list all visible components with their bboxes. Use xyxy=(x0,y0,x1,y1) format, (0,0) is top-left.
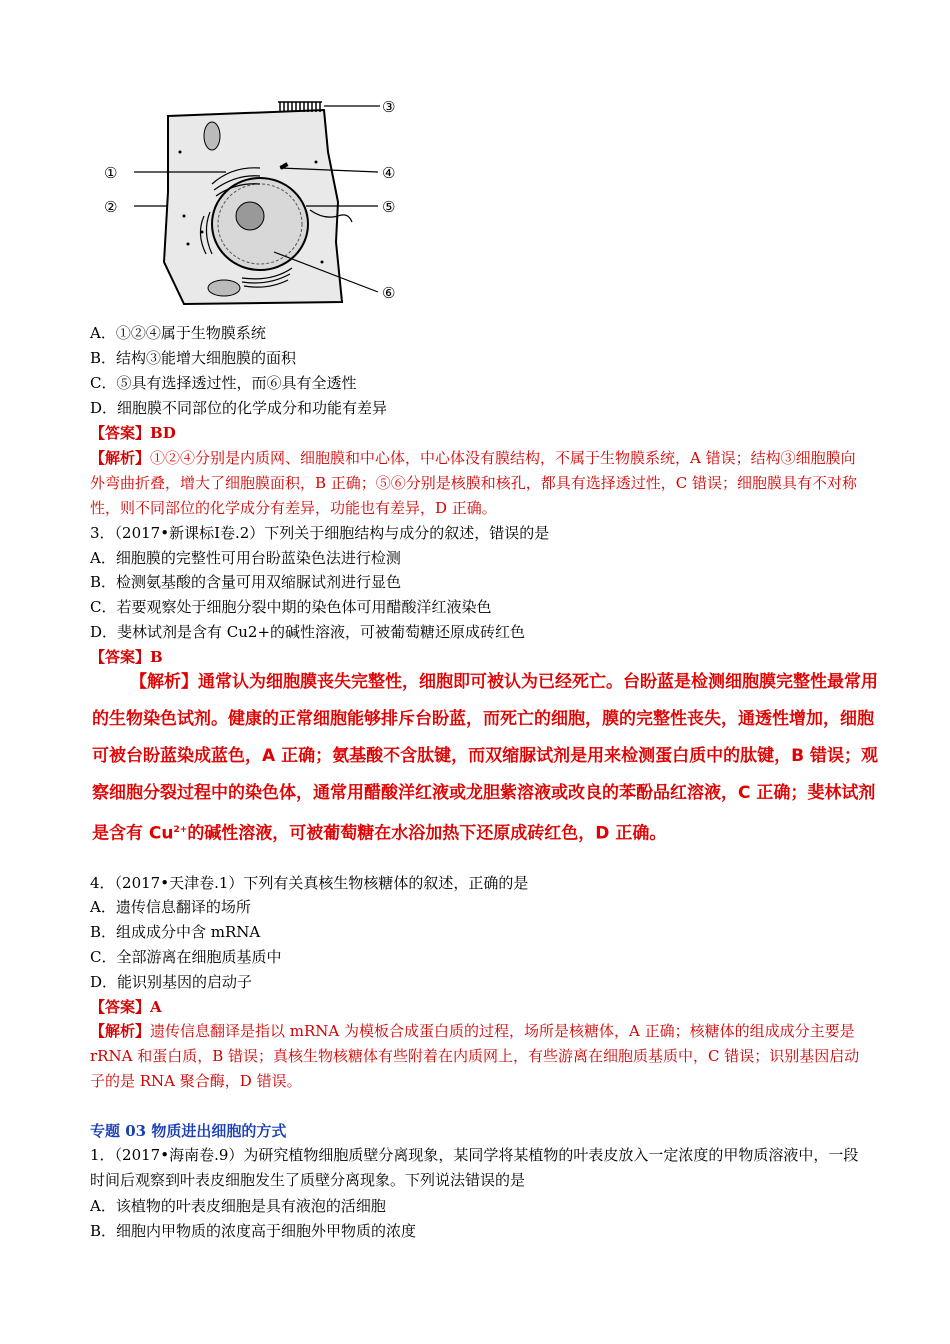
label-5: ⑤ xyxy=(382,198,396,216)
mitochondrion-1 xyxy=(204,122,220,150)
label-3: ③ xyxy=(382,98,396,116)
s1-stem: 1．（2017•海南卷.9）为研究植物细胞质壁分离现象，某同学将某植物的叶表皮放入一定浓度的甲物质溶液中，一段时间后观察到叶表皮细胞发生了质壁分离现象。下列说法错误的是 xyxy=(90,1146,859,1189)
q4-answer xyxy=(90,996,162,1018)
q3-option-a: A．细胞膜的完整性可用台盼蓝染色法进行检测 xyxy=(90,549,401,567)
q2-option-b: B．结构③能增大细胞膜的面积 xyxy=(90,349,297,367)
nucleolus xyxy=(236,202,264,230)
section-title: 专题 03 物质进出细胞的方式 xyxy=(90,1122,287,1140)
analysis-tag: 【解析】 xyxy=(130,672,198,692)
s1-option-a: A．该植物的叶表皮细胞是具有液泡的活细胞 xyxy=(90,1197,386,1215)
q3-option-d: D．斐林试剂是含有 Cu2+的碱性溶液，可被葡萄糖还原成砖红色 xyxy=(90,623,526,641)
q4-analysis xyxy=(90,1019,860,1094)
analysis-text-2: 的碱性溶液，可被葡萄糖在水浴加热下还原成砖红色，D 正确。 xyxy=(187,823,667,844)
analysis-text: ①②④分别是内质网、细胞膜和中心体，中心体没有膜结构，不属于生物膜系统，A 错误；结构③细胞膜向外弯曲折叠，增大了细胞膜面积，B 正确；⑤⑥分别是核膜和核孔，都具有选择透过性，C 错误；细胞膜具有不对称性，则不同部位的化学成分有差异，功能也有差异，D 正确。 xyxy=(90,449,858,517)
label-6: ⑥ xyxy=(382,284,396,302)
q2-analysis xyxy=(90,446,860,521)
mitochondrion-2 xyxy=(208,280,240,296)
answer-tag: 【答案】 xyxy=(90,998,151,1016)
microvilli xyxy=(278,102,322,112)
q2-option-d: D．细胞膜不同部位的化学成分和功能有差异 xyxy=(90,399,388,417)
s1-option-b: B．细胞内甲物质的浓度高于细胞外甲物质的浓度 xyxy=(90,1222,417,1240)
analysis-text: 遗传信息翻译是指以 mRNA 为模板合成蛋白质的过程，场所是核糖体，A 正确；核糖体的组成成分主要是 rRNA 和蛋白质，B 错误；真核生物核糖体有些附着在内质网上，有些游离在细胞质基质中，C 错误；识别基因启动子的是 RNA 聚合酶，D 错误。 xyxy=(90,1022,860,1090)
answer-value: B xyxy=(150,648,163,666)
q4-option-b: B．组成成分中含 mRNA xyxy=(90,923,261,941)
analysis-superscript: 2+ xyxy=(173,825,188,835)
label-2: ② xyxy=(104,198,118,216)
q3-stem: 3．（2017•新课标Ⅰ卷.2）下列关于细胞结构与成分的叙述，错误的是 xyxy=(90,524,550,542)
q2-option-a: A．①②④属于生物膜系统 xyxy=(90,324,266,342)
answer-value: BD xyxy=(150,424,176,442)
cell-diagram xyxy=(92,92,422,314)
q2-option-c: C．⑤具有选择透过性，而⑥具有全透性 xyxy=(90,374,357,392)
label-4: ④ xyxy=(382,164,396,182)
cell-diagram-svg xyxy=(92,92,422,314)
analysis-tag: 【解析】 xyxy=(90,1022,151,1040)
answer-tag: 【答案】 xyxy=(90,424,151,442)
analysis-text-1: 通常认为细胞膜丧失完整性，细胞即可被认为已经死亡。台盼蓝是检测细胞膜完整性最常用的生物染色试剂。健康的正常细胞能够排斥台盼蓝，而死亡的细胞，膜的完整性丧失，通透性增加，细胞可被台盼蓝染成蓝色，A 正确；氨基酸不含肽键，而双缩脲试剂是用来检测蛋白质中的肽键，B 错误；观察细胞分裂过程中的染色体，通常用醋酸洋红液或龙胆紫溶液或改良的苯酚品红溶液，C 正确；斐林试剂是含有 Cu xyxy=(92,672,878,844)
label-1: ① xyxy=(104,164,118,182)
q4-option-d: D．能识别基因的启动子 xyxy=(90,973,253,991)
q3-option-b: B．检测氨基酸的含量可用双缩脲试剂进行显色 xyxy=(90,573,402,591)
q2-answer xyxy=(90,422,176,444)
answer-value: A xyxy=(150,998,162,1016)
q3-analysis xyxy=(92,664,878,853)
q4-option-a: A．遗传信息翻译的场所 xyxy=(90,898,251,916)
answer-tag: 【答案】 xyxy=(90,648,151,666)
q4-stem: 4．（2017•天津卷.1）下列有关真核生物核糖体的叙述，正确的是 xyxy=(90,874,529,892)
q4-option-c: C．全部游离在细胞质基质中 xyxy=(90,948,282,966)
q3-option-c: C．若要观察处于细胞分裂中期的染色体可用醋酸洋红液染色 xyxy=(90,598,492,616)
analysis-tag: 【解析】 xyxy=(90,449,151,467)
